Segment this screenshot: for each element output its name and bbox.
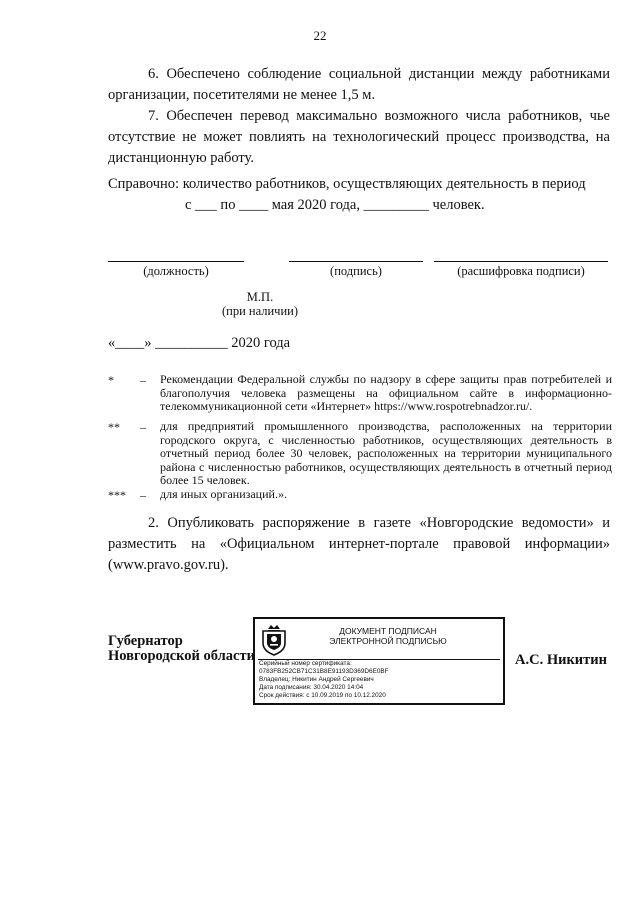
decoding-line — [434, 261, 608, 262]
footnote-3-text: для иных организаций.». — [160, 487, 287, 501]
decoding-caption: (расшифровка подписи) — [457, 264, 585, 278]
signature-line — [289, 261, 423, 262]
e-signature-validity: Срок действия: с 10.09.2019 по 10.12.2020 — [259, 692, 386, 699]
footnote-3-mark: *** — [108, 488, 126, 502]
signatory-title-line-1: Губернатор — [108, 633, 183, 649]
signatory-title — [108, 634, 255, 664]
e-signature-serial: 0783FB252CB71C31B8E91193D369D6E0BF — [259, 668, 389, 675]
e-signature-serial-label: Серийный номер сертификата: — [259, 660, 352, 667]
signatory-name: А.С. Никитин — [515, 652, 607, 668]
e-signature-owner: Владелец: Никитин Андрей Сергеевич — [259, 676, 374, 683]
footnote-1-text: Рекомендации Федеральной службы по надзору в сфере защиты прав потребителей и благополучия человека размещены на официальном сайте в информационно-телекоммуникационной сети «Интернет» https://www.rospotrebnadzor.ru/. — [160, 372, 612, 413]
reference-line-1: Справочно: количество работников, осуществляющих деятельность в период — [108, 176, 586, 192]
footnote-3-dash: – — [140, 488, 146, 502]
reference-line-2: с ___ по ____ мая 2020 года, _________ человек. — [185, 197, 485, 213]
e-signature-heading-line-2: ЭЛЕКТРОННОЙ ПОДПИСЬЮ — [329, 636, 447, 646]
page-number: 22 — [313, 28, 327, 43]
footnote-2-dash: – — [140, 420, 146, 434]
footnote-2-mark: ** — [108, 420, 120, 434]
stamp-place-label: М.П. — [246, 290, 274, 304]
position-caption: (должность) — [143, 264, 209, 278]
e-signature-date: Дата подписания: 30.04.2020 14:04 — [259, 684, 364, 691]
signature-caption: (подпись) — [330, 264, 382, 278]
position-line — [108, 261, 244, 262]
coat-of-arms-icon — [260, 623, 288, 656]
footnote-1-mark: * — [108, 373, 114, 387]
signatory-title-line-2: Новгородской области — [108, 648, 255, 664]
item-6-paragraph: 6. Обеспечено соблюдение социальной дистанции между работниками организации, посетителями не менее 1,5 м. — [108, 66, 610, 103]
e-signature-stamp — [253, 617, 505, 705]
footnote-1-dash: – — [140, 373, 146, 387]
publish-paragraph: 2. Опубликовать распоряжение в газете «Новгородские ведомости» и разместить на «Официальном интернет-портале правовой информации» (www.pravo.gov.ru). — [108, 515, 610, 573]
footnote-2-text: для предприятий промышленного производства, расположенных на территории городского округа, с численностью работников, осуществляющих деятельность в отчетный период более 30 человек, расположенных на территории муниципального района с численностью работников, осуществляющих деятельность в отчетный период более 15 человек. — [160, 419, 612, 487]
stamp-place-note: (при наличии) — [221, 304, 299, 318]
item-7-paragraph: 7. Обеспечен перевод максимально возможного числа работников, чье отсутствие не может повлиять на технологический процесс производства, на дистанционную работу. — [108, 108, 610, 166]
date-line: «____» __________ 2020 года — [108, 335, 291, 351]
e-signature-heading — [303, 626, 473, 646]
e-signature-heading-line-1: ДОКУМЕНТ ПОДПИСАН — [339, 626, 437, 636]
